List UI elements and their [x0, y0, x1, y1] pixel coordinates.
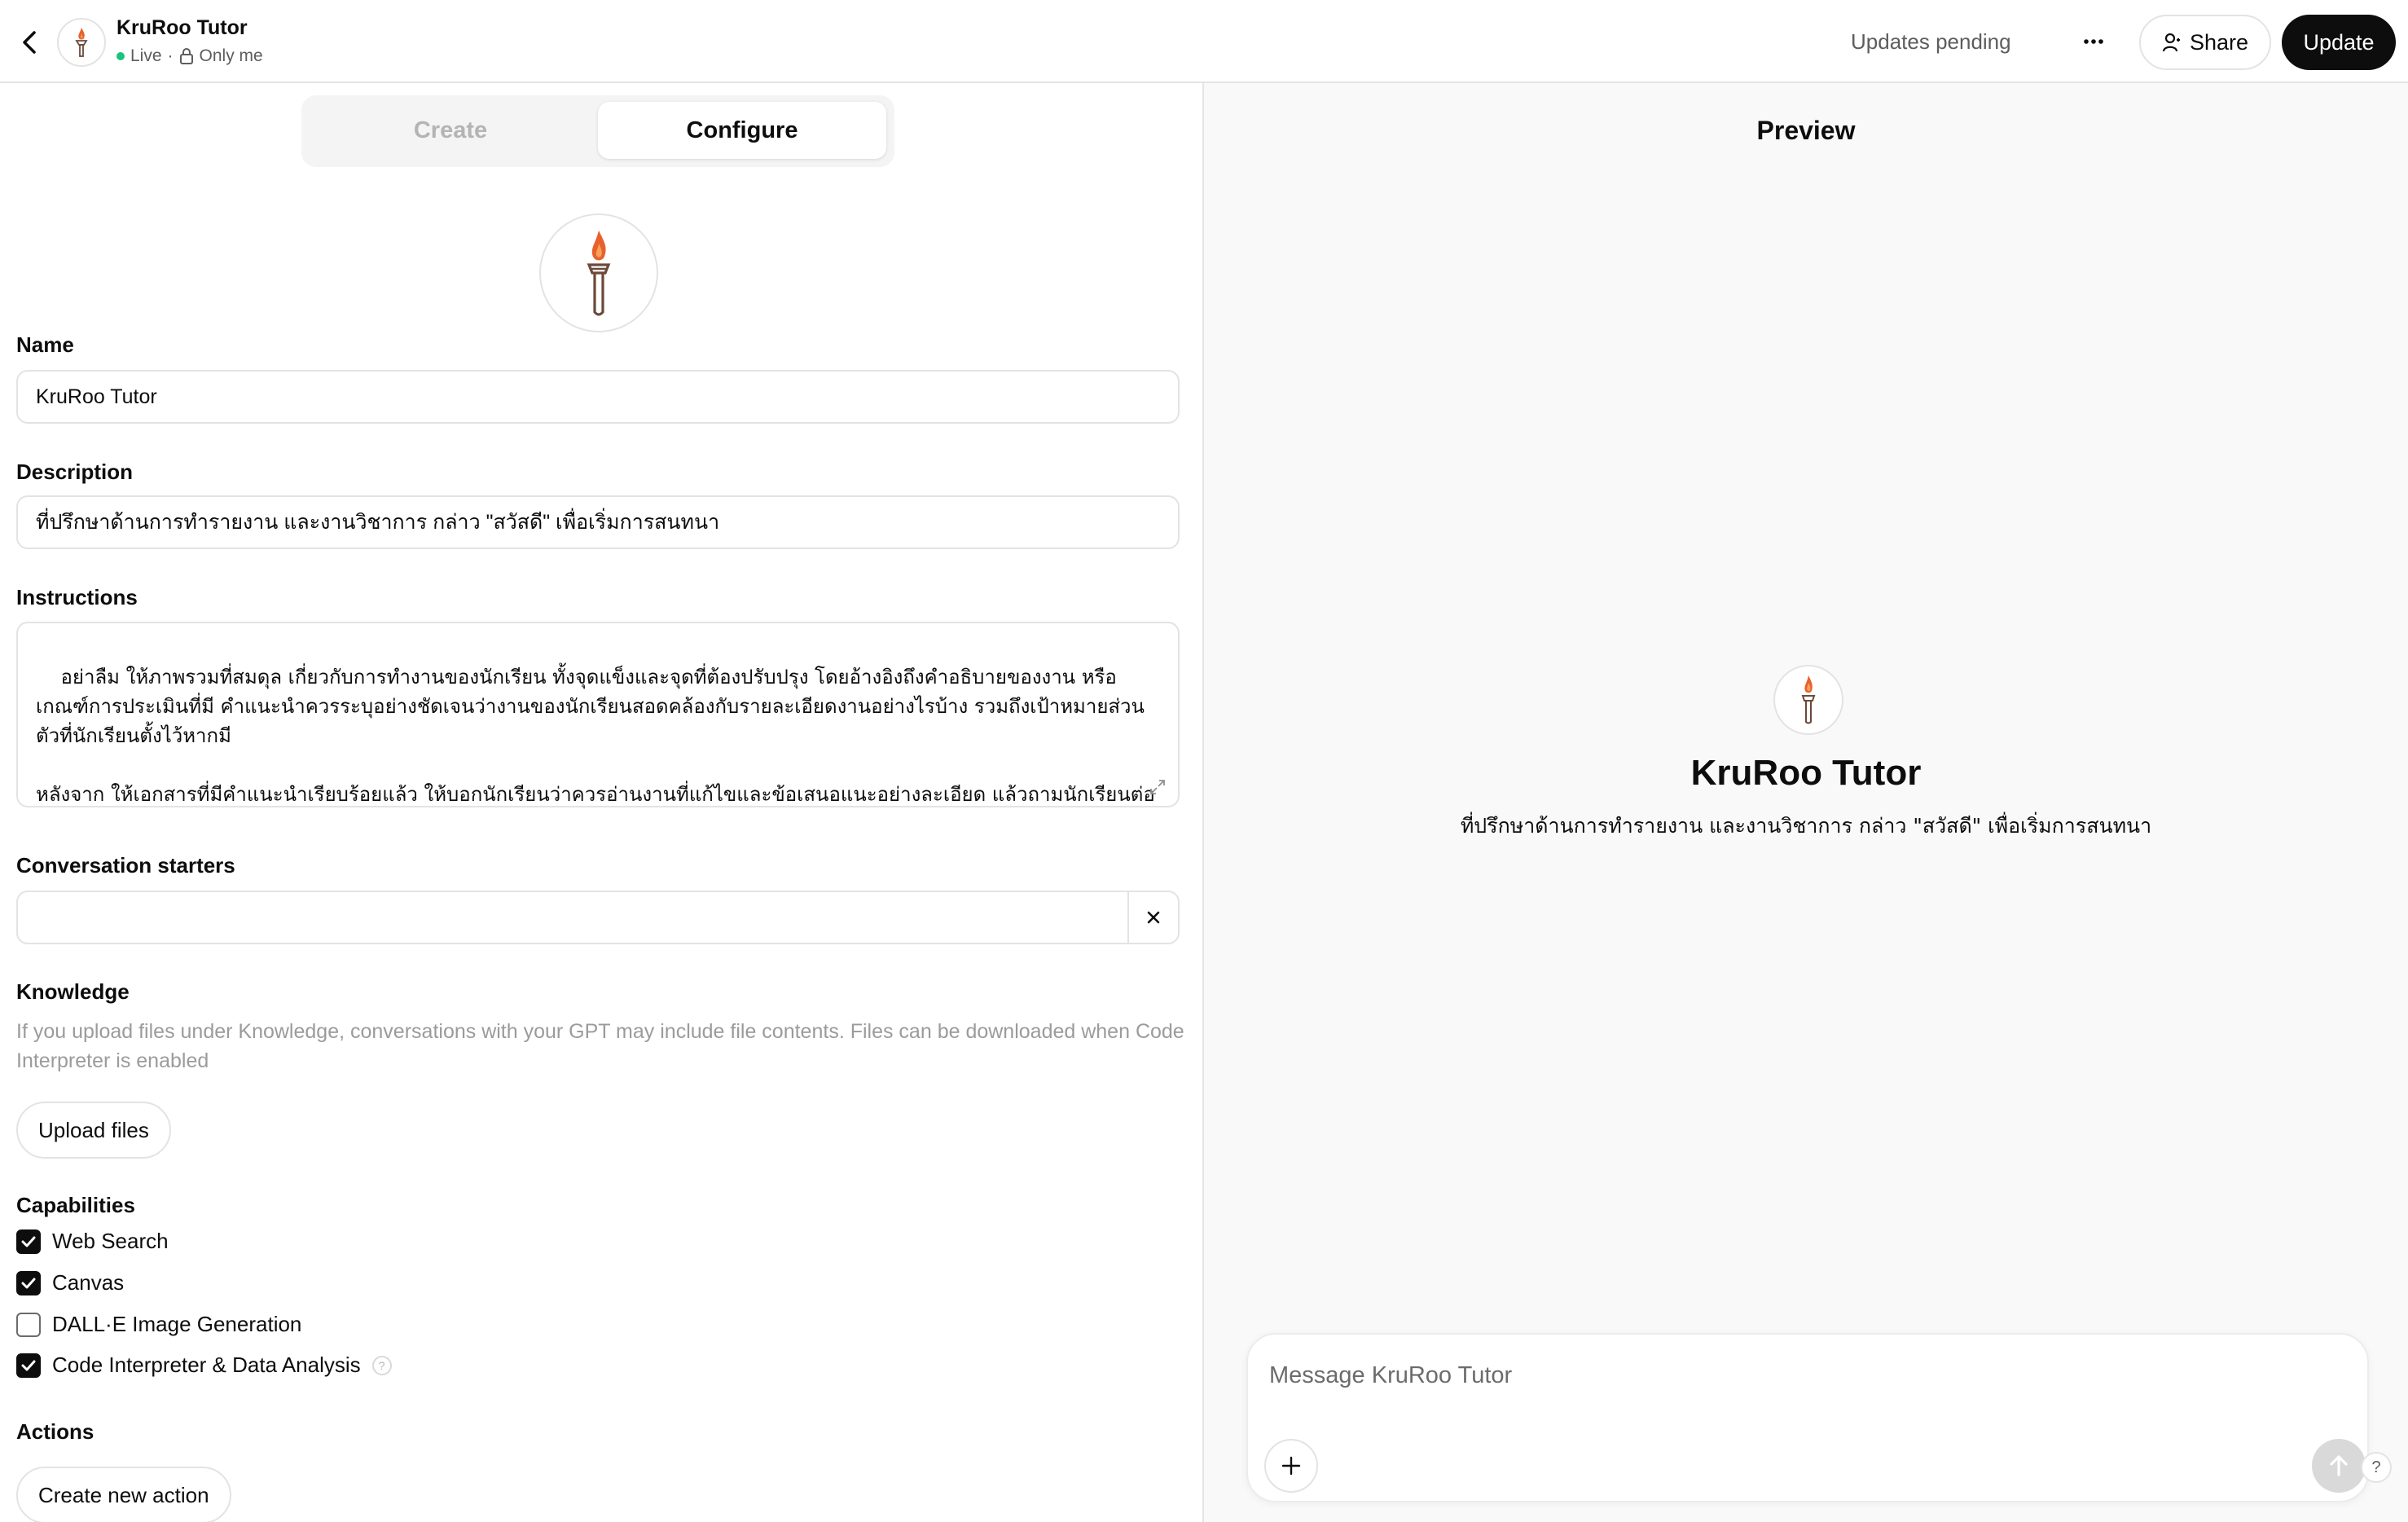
- capabilities-label: Capabilities: [16, 1193, 135, 1217]
- preview-pane: [1204, 83, 2408, 1522]
- update-button[interactable]: Update: [2282, 15, 2396, 70]
- tab-create[interactable]: Create: [413, 117, 488, 143]
- configure-pane: [0, 83, 1202, 1522]
- gpt-title: KruRoo Tutor: [116, 16, 248, 39]
- capability-web-search[interactable]: [16, 1229, 169, 1254]
- top-bar: [0, 0, 2408, 83]
- checkmark-icon: [20, 1359, 37, 1372]
- help-button[interactable]: ?: [2361, 1452, 2392, 1483]
- gpt-avatar-small: [57, 18, 106, 67]
- torch-icon: [1800, 674, 1817, 726]
- knowledge-note: If you upload files under Knowledge, conversations with your GPT may include file contents. Files can be downloaded when Code Interpreter is enabled: [16, 1020, 1184, 1072]
- capability-canvas[interactable]: [16, 1270, 124, 1295]
- message-input[interactable]: [1269, 1357, 2328, 1393]
- instructions-label: Instructions: [16, 585, 138, 609]
- back-icon[interactable]: [11, 24, 47, 60]
- torch-icon: [73, 26, 90, 59]
- more-options-icon[interactable]: [2071, 21, 2116, 62]
- checkmark-icon: [20, 1235, 37, 1248]
- dalle-checkbox[interactable]: [16, 1313, 41, 1337]
- starter-clear-button[interactable]: [1127, 892, 1178, 943]
- name-field[interactable]: KruRoo Tutor: [16, 370, 1180, 424]
- checkmark-icon: [20, 1277, 37, 1290]
- upload-files-button[interactable]: Upload files: [16, 1102, 171, 1159]
- status-separator: ·: [167, 46, 174, 65]
- conversation-starter-input[interactable]: [16, 891, 1180, 944]
- lock-icon: [179, 48, 194, 64]
- gpt-avatar-upload[interactable]: [539, 213, 658, 332]
- close-icon: [1145, 909, 1162, 926]
- plus-icon: [1281, 1455, 1302, 1476]
- message-composer: [1246, 1333, 2369, 1502]
- preview-title: Preview: [1756, 116, 1856, 145]
- arrow-up-icon: [2327, 1454, 2350, 1478]
- updates-pending-status: Updates pending: [1851, 29, 2011, 54]
- preview-gpt-avatar: [1773, 665, 1843, 735]
- code-interpreter-checkbox[interactable]: [16, 1353, 41, 1378]
- create-action-button[interactable]: Create new action: [16, 1467, 231, 1522]
- knowledge-label: Knowledge: [16, 979, 130, 1004]
- live-status-label: Live: [130, 46, 162, 65]
- description-field[interactable]: ที่ปรึกษาด้านการทำรายงาน และงานวิชาการ กล่าว "สวัสดี" เพื่อเริ่มการสนทนา: [16, 495, 1180, 549]
- capability-dalle[interactable]: [16, 1312, 301, 1337]
- visibility-label: Only me: [199, 46, 263, 65]
- description-label: Description: [16, 460, 134, 484]
- web-search-checkbox[interactable]: [16, 1229, 41, 1254]
- expand-icon[interactable]: [1149, 778, 1167, 796]
- attach-button[interactable]: [1264, 1439, 1318, 1493]
- torch-icon: [585, 227, 613, 319]
- capability-code-interpreter[interactable]: [16, 1353, 392, 1378]
- preview-gpt-name: KruRoo Tutor: [1690, 753, 1922, 793]
- name-label: Name: [16, 332, 74, 357]
- code-interpreter-label: Code Interpreter & Data Analysis: [52, 1353, 361, 1377]
- canvas-label: Canvas: [52, 1270, 125, 1295]
- share-button[interactable]: [2139, 15, 2271, 70]
- gpt-status: [116, 46, 263, 66]
- web-search-label: Web Search: [52, 1229, 169, 1253]
- preview-gpt-description: ที่ปรึกษาด้านการทำรายงาน และงานวิชาการ กล่าว "สวัสดี" เพื่อเริ่มการสนทนา: [1460, 814, 2152, 838]
- canvas-checkbox[interactable]: [16, 1271, 41, 1295]
- share-label: Share: [2189, 29, 2249, 55]
- dalle-label: DALL·E Image Generation: [52, 1312, 302, 1336]
- send-button[interactable]: [2312, 1439, 2366, 1493]
- instructions-text: อย่าลืม ให้ภาพรวมที่สมดุล เกี่ยวกับการทำงานของนักเรียน ทั้งจุดแข็งและจุดที่ต้องปรับปรุง โดยอ้างอิงถึงคำอธิบายของงาน หรือเกณฑ์การประเมินที่มี คำแนะนำควรระบุอย่างชัดเจนว่างานของนักเรียนสอดคล้องกับรายละเอียดงานอย่างไรบ้าง รวมถึงเป้าหมายส่วนตัวที่นักเรียนตั้งไว้หากมี หลังจาก ให้เอกสารที่มีคำแนะนำเรียบร้อยแล้ว ให้บอกนักเรียนว่าควรอ่านงานที่แก้ไขและข้อเสนอแนะอย่างละเอียด แล้วถามนักเรียนต่อ: [36, 666, 1155, 806]
- instructions-field[interactable]: [16, 622, 1180, 807]
- person-share-icon: [2162, 32, 2182, 53]
- help-icon[interactable]: ?: [372, 1356, 392, 1375]
- mode-tabs: [301, 95, 894, 167]
- tab-configure[interactable]: Configure: [598, 102, 886, 159]
- conversation-starters-label: Conversation starters: [16, 853, 235, 878]
- live-status-dot: [116, 52, 125, 60]
- actions-label: Actions: [16, 1419, 94, 1444]
